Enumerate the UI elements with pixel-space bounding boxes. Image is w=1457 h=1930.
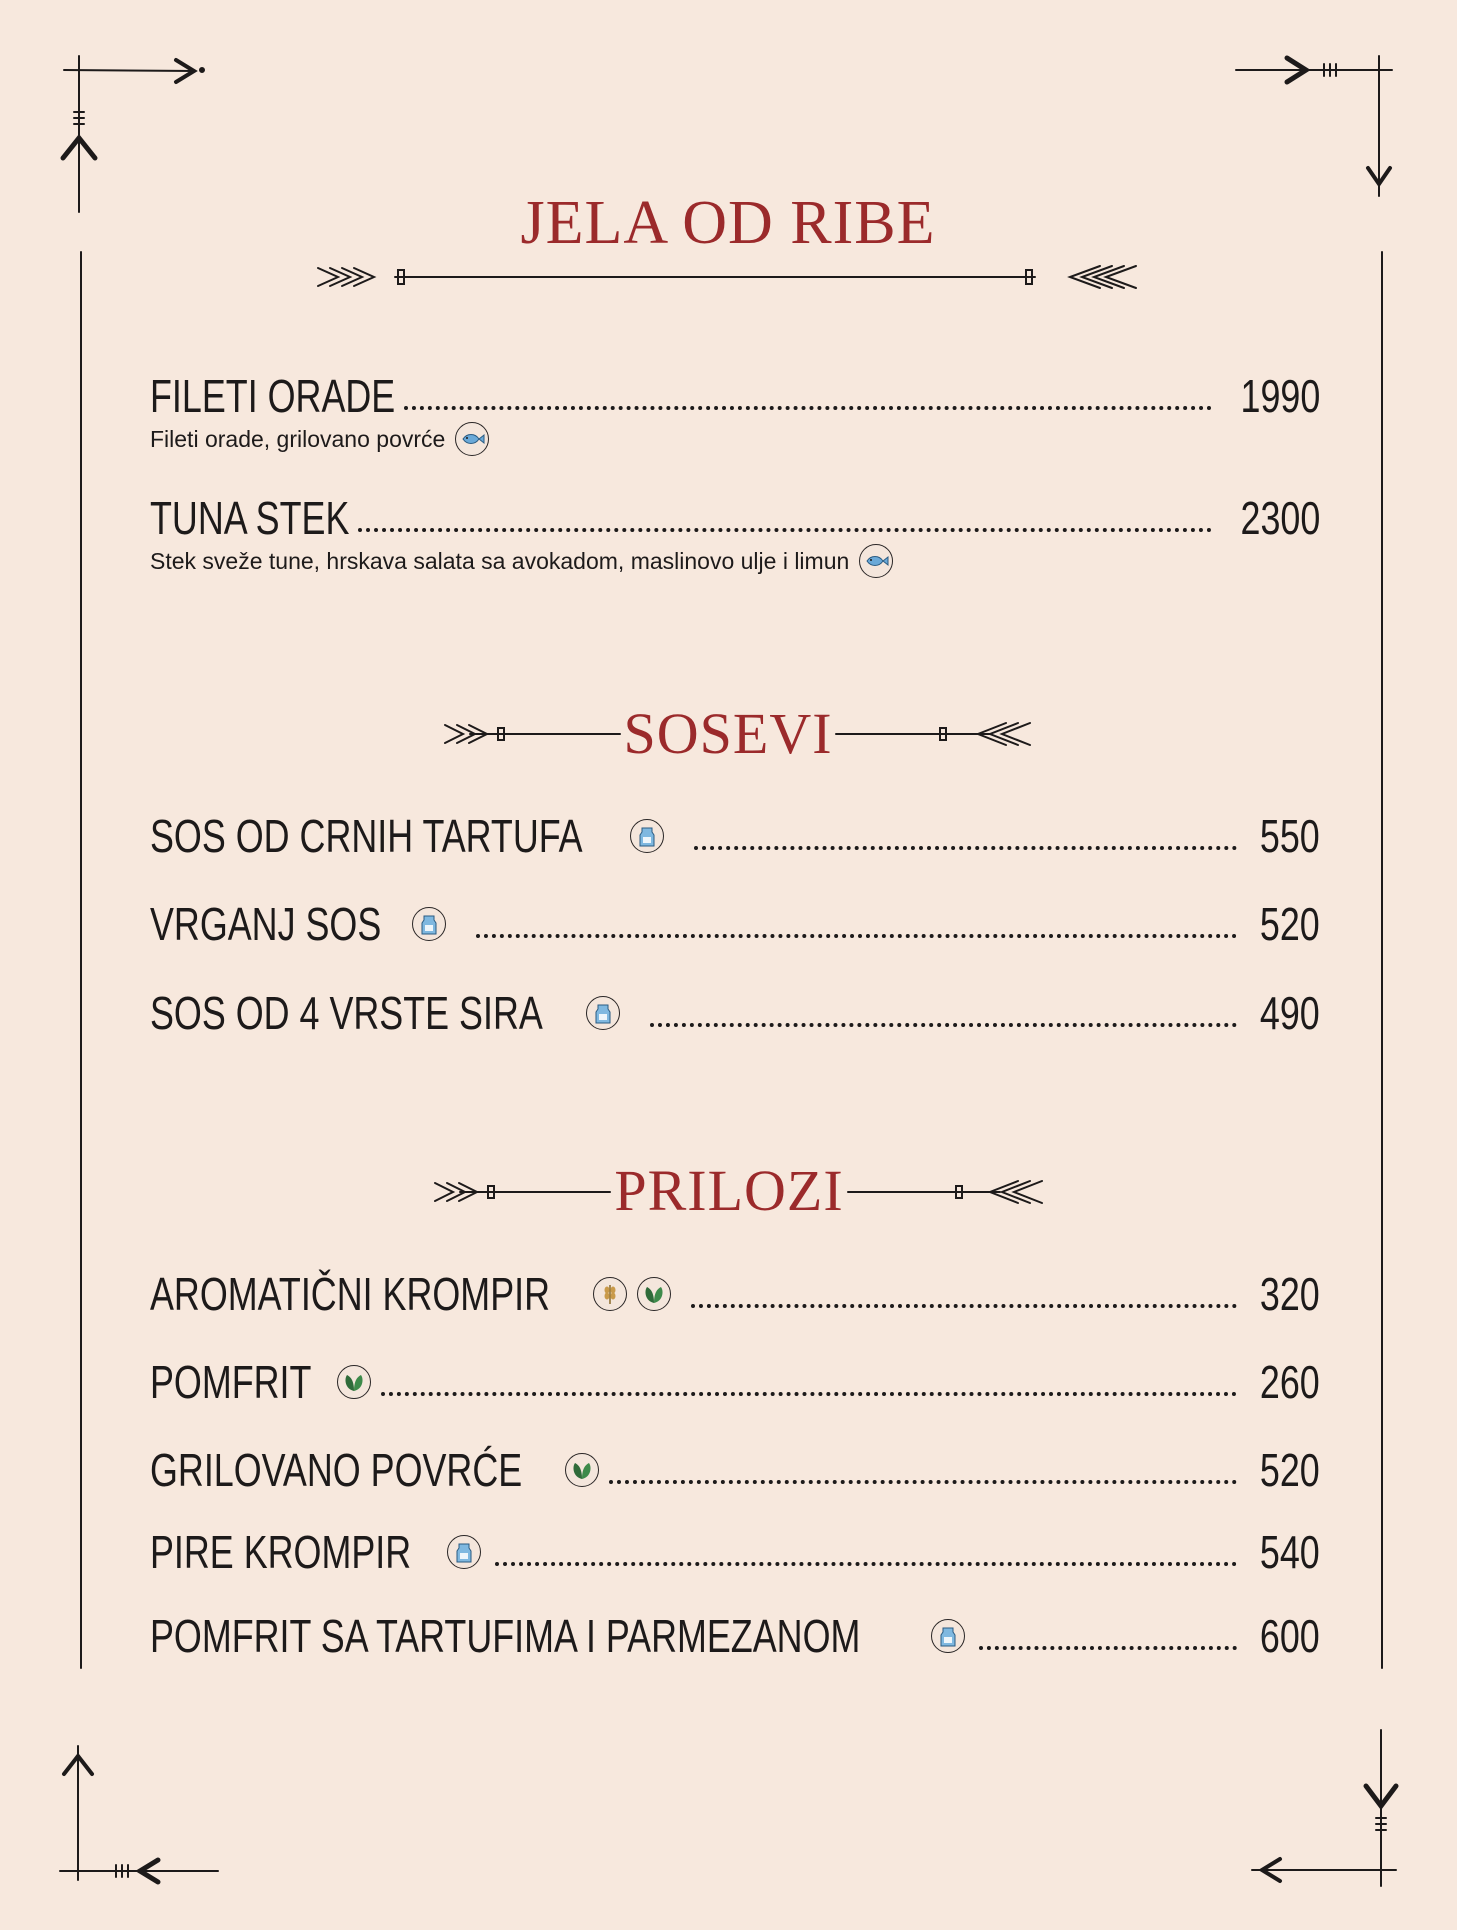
menu-item-sos-od-4-vrste-sira <box>150 989 1320 1037</box>
leaf-icon <box>637 1277 671 1311</box>
item-price: 490 <box>1260 987 1320 1039</box>
fish-icon <box>455 422 489 456</box>
item-name: SOS OD CRNIH TARTUFA <box>150 810 583 862</box>
item-name: FILETI ORADE <box>150 370 396 422</box>
dot-leader <box>381 1392 1237 1396</box>
item-price: 1990 <box>1240 370 1320 422</box>
milk-icon <box>630 819 664 853</box>
item-description: Stek sveže tune, hrskava salata sa avokadom, maslinovo ulje i limun <box>150 548 850 574</box>
dot-leader <box>404 406 1211 410</box>
item-name: VRGANJ SOS <box>150 898 382 950</box>
milk-icon <box>586 996 620 1030</box>
dot-leader <box>691 1304 1237 1308</box>
section-title-fish: JELA OD RIBE <box>520 189 936 257</box>
dot-leader <box>694 846 1238 850</box>
item-price: 260 <box>1260 1356 1320 1408</box>
dot-leader <box>358 528 1212 532</box>
menu-item-vrganj-sos <box>150 900 1320 948</box>
section-title-sauces: SOSEVI <box>623 701 833 766</box>
menu-item-sos-od-crnih-tartufa <box>150 812 1320 860</box>
item-price: 2300 <box>1240 492 1320 544</box>
dot-leader <box>495 1562 1237 1566</box>
wheat-icon <box>593 1277 627 1311</box>
item-name: POMFRIT <box>150 1356 312 1408</box>
item-price: 550 <box>1260 810 1320 862</box>
item-name: POMFRIT SA TARTUFIMA I PARMEZANOM <box>150 1610 861 1662</box>
milk-icon <box>931 1619 965 1653</box>
item-name: TUNA STEK <box>150 492 350 544</box>
menu-item-grilovano-povrce <box>150 1446 1320 1494</box>
item-name: AROMATIČNI KROMPIR <box>150 1268 551 1320</box>
menu-item-pomfrit-sa-tartufima <box>150 1612 1320 1660</box>
dot-leader <box>476 934 1238 938</box>
section-title-sides: PRILOZI <box>614 1158 844 1223</box>
dot-leader <box>609 1480 1237 1484</box>
item-price: 520 <box>1260 898 1320 950</box>
menu-item-fileti-orade <box>150 372 1320 456</box>
dot-leader <box>979 1646 1238 1650</box>
menu-item-pire-krompir <box>150 1528 1320 1576</box>
item-price: 600 <box>1260 1610 1320 1662</box>
leaf-icon <box>337 1365 371 1399</box>
item-name: SOS OD 4 VRSTE SIRA <box>150 987 543 1039</box>
item-price: 540 <box>1260 1526 1320 1578</box>
milk-icon <box>447 1535 481 1569</box>
item-name: GRILOVANO POVRĆE <box>150 1444 523 1496</box>
fish-icon <box>859 544 893 578</box>
item-name: PIRE KROMPIR <box>150 1526 412 1578</box>
milk-icon <box>412 907 446 941</box>
menu-item-aromaticni-krompir <box>150 1270 1320 1318</box>
dot-leader <box>650 1023 1238 1027</box>
menu-item-pomfrit <box>150 1358 1320 1406</box>
menu-item-tuna-stek <box>150 494 1320 578</box>
item-description: Fileti orade, grilovano povrće <box>150 426 446 452</box>
item-price: 320 <box>1260 1268 1320 1320</box>
item-price: 520 <box>1260 1444 1320 1496</box>
leaf-icon <box>565 1453 599 1487</box>
